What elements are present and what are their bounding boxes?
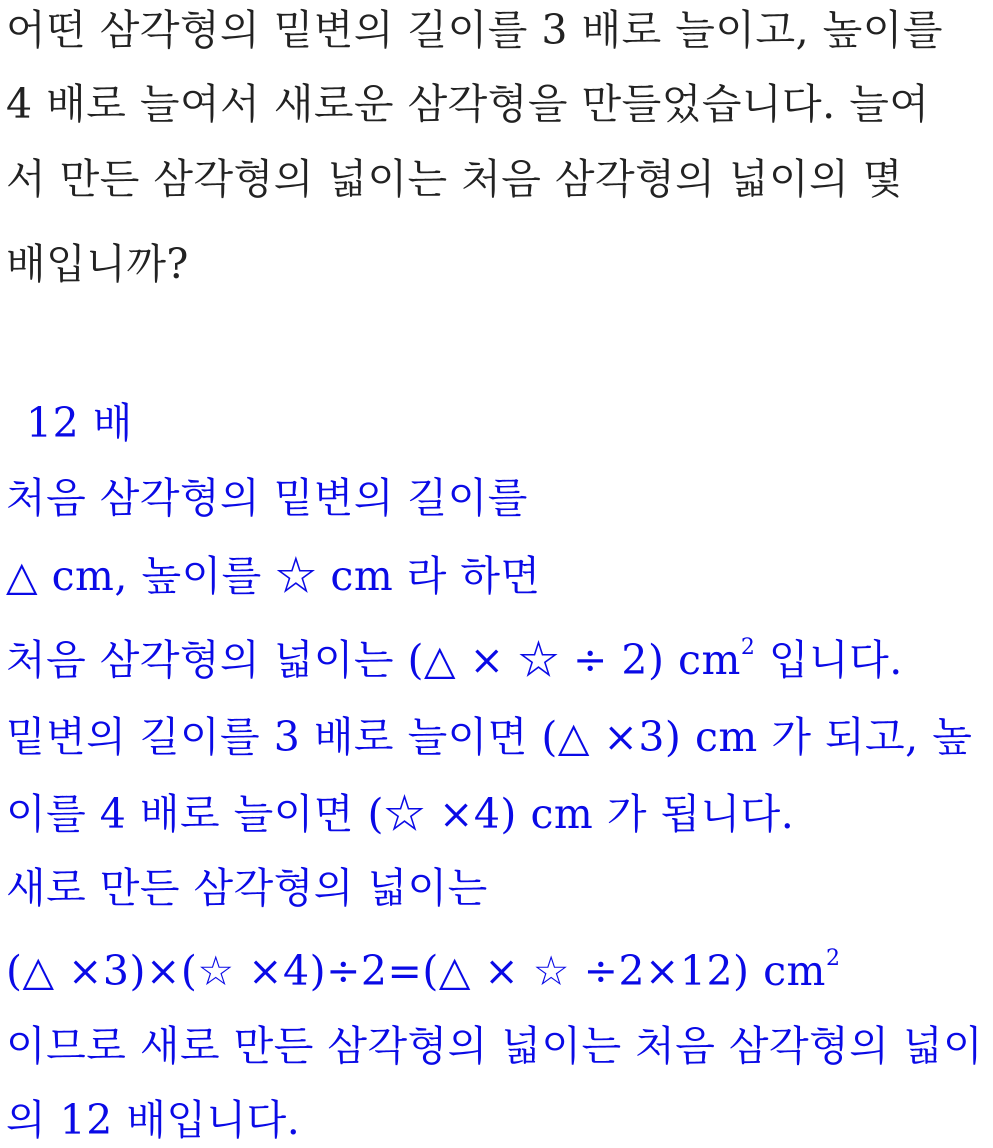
formula-expression: (△ ×3)×(☆ ×4)÷2=(△ × ☆ ÷2×12) cm bbox=[6, 947, 826, 995]
explanation-line-formula bbox=[6, 943, 840, 999]
explanation-line-area bbox=[6, 632, 903, 688]
explanation-line: 의 12 배입니다. bbox=[6, 1096, 301, 1144]
explanation-line: △ cm, 높이를 ☆ cm 라 하면 bbox=[6, 552, 541, 600]
explanation-line: 새로 만든 삼각형의 넓이는 bbox=[6, 864, 488, 912]
superscript-2: 2 bbox=[825, 946, 841, 971]
superscript-2: 2 bbox=[740, 635, 756, 660]
question-line: 어떤 삼각형의 밑변의 길이를 3 배로 늘이고, 높이를 bbox=[6, 6, 943, 54]
answer-result: 12 배 bbox=[26, 399, 133, 447]
explanation-line: 처음 삼각형의 밑변의 길이를 bbox=[6, 474, 528, 522]
area-suffix: 입니다. bbox=[755, 636, 903, 684]
explanation-line: 이를 4 배로 늘이면 (☆ ×4) cm 가 됩니다. bbox=[6, 790, 795, 838]
question-line: 배입니까? bbox=[6, 240, 189, 288]
explanation-line: 밑변의 길이를 3 배로 늘이면 (△ ×3) cm 가 되고, 높 bbox=[6, 713, 973, 761]
area-expression: 처음 삼각형의 넓이는 (△ × ☆ ÷ 2) cm bbox=[6, 636, 741, 684]
question-line: 서 만든 삼각형의 넓이는 처음 삼각형의 넓이의 몇 bbox=[6, 155, 903, 203]
question-line: 4 배로 늘여서 새로운 삼각형을 만들었습니다. 늘여 bbox=[6, 80, 930, 128]
explanation-line: 이므로 새로 만든 삼각형의 넓이는 처음 삼각형의 넓이 bbox=[6, 1022, 984, 1070]
